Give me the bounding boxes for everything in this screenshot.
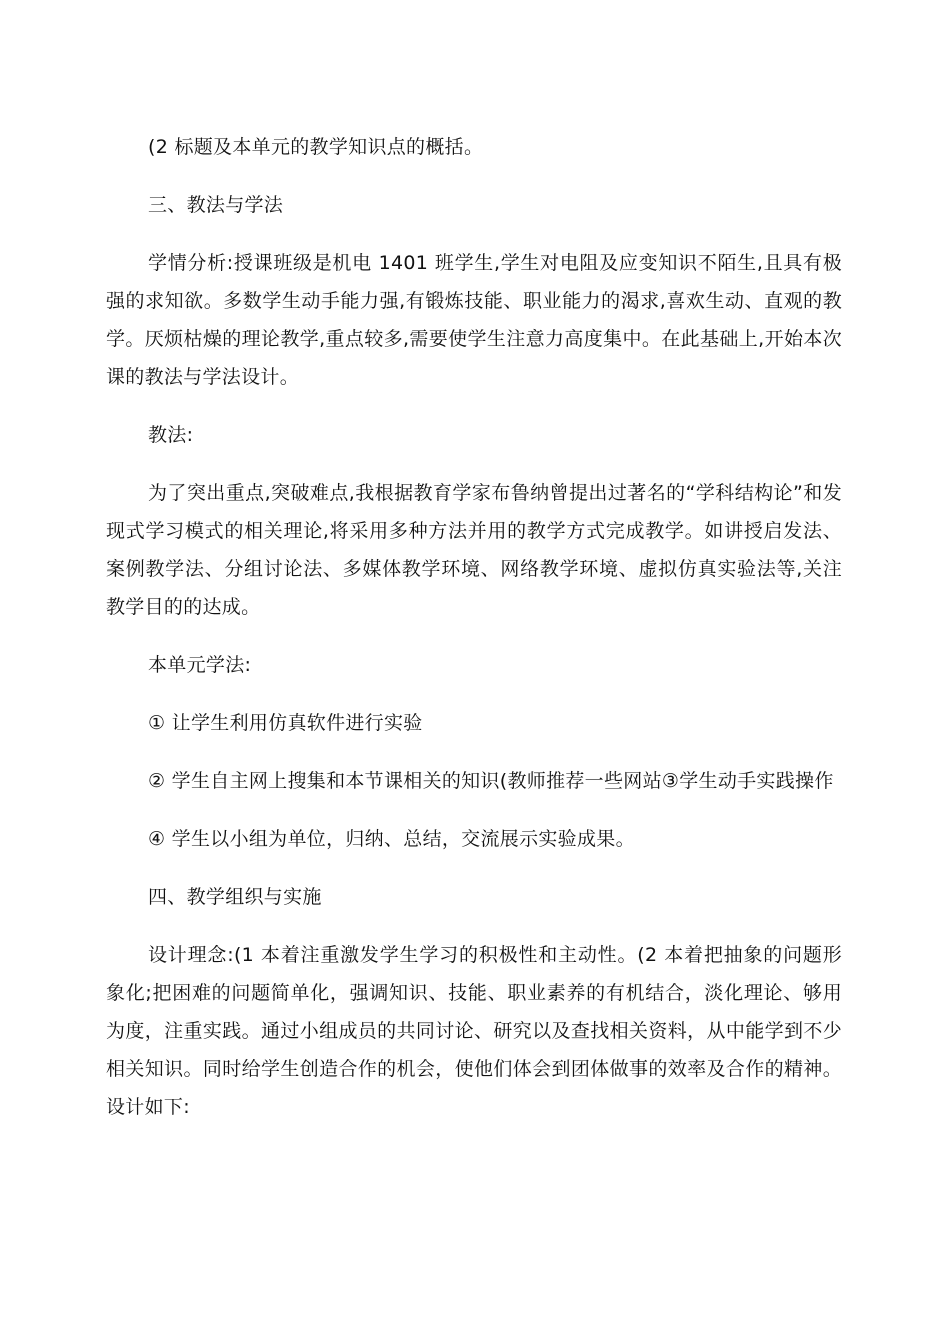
list-item-4: ④ 学生以小组为单位，归纳、总结，交流展示实验成果。 [148,828,635,850]
section-heading-teaching-methods: 三、教法与学法 [148,194,284,216]
list-item-1: ① 让学生利用仿真软件进行实验 [148,712,423,734]
paragraph-title-summary: (2 标题及本单元的教学知识点的概括。 [148,136,484,158]
subheading-learning-method: 本单元学法: [148,654,252,676]
document-body [106,128,842,1146]
subheading-teaching-method: 教法: [148,424,194,446]
paragraph-design-concept: 设计理念:(1 本着注重激发学生学习的积极性和主动性。(2 本着把抽象的问题形象化;把困难的问题简单化，强调知识、技能、职业素养的有机结合，淡化理论、够用为度，注重实践。通过小组成员的共同讨论、研究以及查找相关资料，从中能学到不少相关知识。同时给学生创造合作的机会，使他们体会到团体做事的效率及合作的精神。设计如下: [106,944,842,1118]
list-item-2-3: ② 学生自主网上搜集和本节课相关的知识(教师推荐一些网站③学生动手实践操作 [148,770,834,792]
paragraph-teaching-method: 为了突出重点,突破难点,我根据教育学家布鲁纳曾提出过著名的“学科结构论”和发现式学习模式的相关理论,将采用多种方法并用的教学方式完成教学。如讲授启发法、案例教学法、分组讨论法、多媒体教学环境、网络教学环境、虚拟仿真实验法等,关注教学目的的达成。 [106,482,842,618]
paragraph-student-analysis: 学情分析:授课班级是机电 1401 班学生,学生对电阻及应变知识不陌生,且具有极强的求知欲。多数学生动手能力强,有锻炼技能、职业能力的渴求,喜欢生动、直观的教学。厌烦枯燥的理论教学,重点较多,需要使学生注意力高度集中。在此基础上,开始本次课的教法与学法设计。 [106,252,842,388]
section-heading-organization: 四、教学组织与实施 [148,886,322,908]
